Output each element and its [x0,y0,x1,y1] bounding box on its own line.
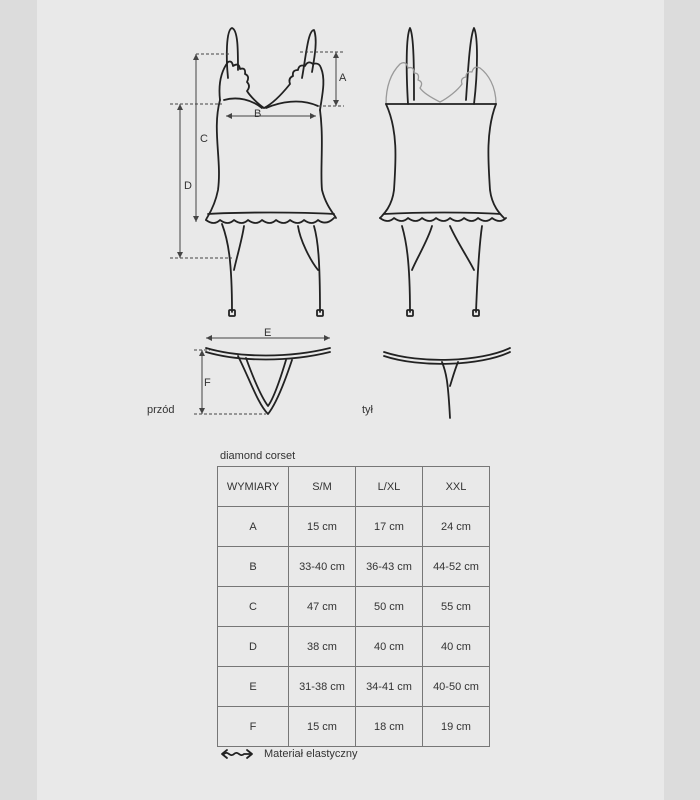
table-cell: 24 cm [423,507,490,547]
table-row [218,627,490,667]
legend-text: Materiał elastyczny [264,748,358,760]
dimension-label-c: C [200,133,208,145]
back-view-label: tył [362,404,373,416]
table-cell: C [218,587,289,627]
table-header-cell: WYMIARY [218,467,289,507]
table-header-cell: S/M [289,467,356,507]
table-cell: 15 cm [289,507,356,547]
table-cell: 36-43 cm [356,547,423,587]
table-cell: 15 cm [289,707,356,747]
size-table [217,466,490,747]
table-cell: 40-50 cm [423,667,490,707]
front-view-label: przód [147,404,175,416]
front-corset-outline [206,28,336,316]
dimension-label-b: B [254,108,262,120]
table-cell: 44-52 cm [423,547,490,587]
back-thong-outline [384,348,510,418]
table-row [218,507,490,547]
front-thong-outline [206,348,330,414]
table-header-cell: XXL [423,467,490,507]
table-cell: 40 cm [423,627,490,667]
dimension-label-a: A [339,72,347,84]
elastic-arrow-icon [220,748,254,760]
table-row [218,587,490,627]
table-header-cell: L/XL [356,467,423,507]
table-cell: 47 cm [289,587,356,627]
table-cell: 17 cm [356,507,423,547]
table-cell: 18 cm [356,707,423,747]
table-cell: F [218,707,289,747]
table-row [218,707,490,747]
dimension-label-d: D [184,180,192,192]
legend [220,748,358,760]
table-cell: B [218,547,289,587]
table-cell: 38 cm [289,627,356,667]
table-header-row [218,467,490,507]
table-cell: 40 cm [356,627,423,667]
table-title: diamond corset [220,450,296,462]
dimension-label-f: F [204,377,211,389]
table-cell: 50 cm [356,587,423,627]
table-cell: D [218,627,289,667]
dimension-label-e: E [264,327,272,339]
table-cell: 19 cm [423,707,490,747]
table-cell: A [218,507,289,547]
table-cell: 31-38 cm [289,667,356,707]
table-cell: 55 cm [423,587,490,627]
back-corset-outline [380,28,506,316]
table-row [218,667,490,707]
table-cell: 33-40 cm [289,547,356,587]
table-cell: 34-41 cm [356,667,423,707]
table-cell: E [218,667,289,707]
table-row [218,547,490,587]
